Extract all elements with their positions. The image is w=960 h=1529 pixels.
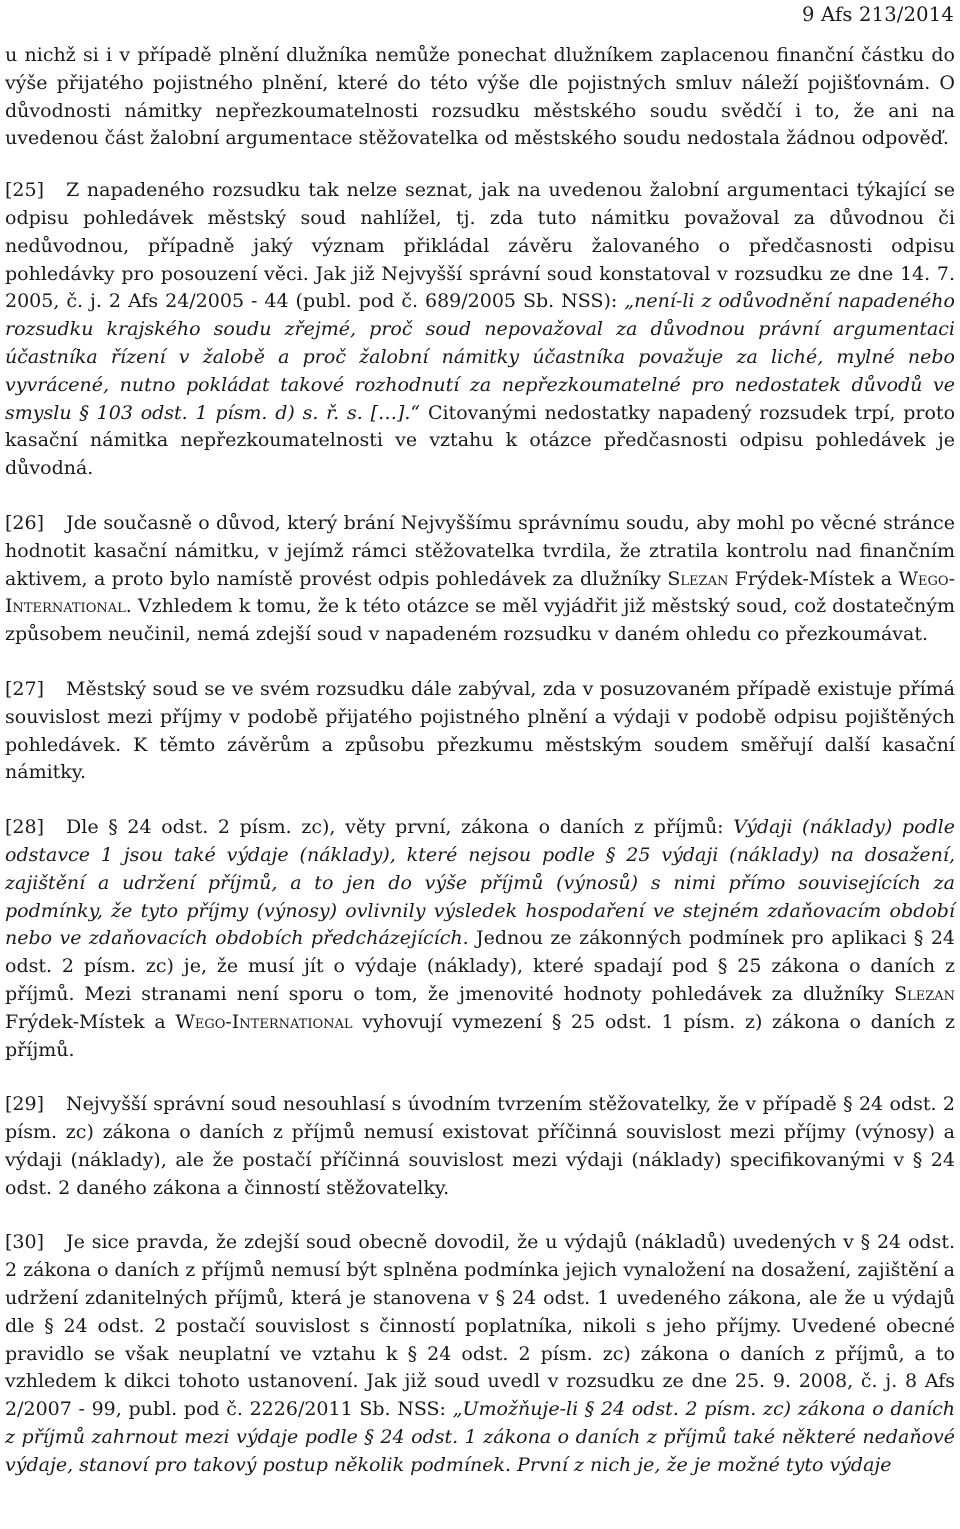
company-name: Wego-International [5,567,955,618]
quoted-text: „Umožňuje-li § 24 odst. 2 písm. zc) zákona o daních z příjmů zahrnout mezi výdaje podle § 24 odst. 1 zákona o daních z příjmů také některé nedaňové výdaje, stanoví pro takový postup několik podmínek. První z nich je, že je možné tyto výdaje [5,1398,955,1476]
paragraph-text: Z napadeného rozsudku tak nelze seznat, jak na uvedenou žalobní argumentaci týkající se odpisu pohledávek městský soud nahlížel, tj. zda tuto námitku považoval za důvodnou či nedůvodnou, případně jaký význam přikládal závěru žalovaného o předčasnosti odpisu pohledávky pro posouzení věci. Jak již Nejvyšší správní soud konstatoval v rozsudku ze dne 14. 7. 2005, č. j. 2 Afs 24/2005 - 44 (publ. pod č. 689/2005 Sb. NSS): [5,179,955,313]
company-name: Slezan [667,567,729,590]
paragraph-text: Frýdek-Místek a [728,567,899,590]
paragraph-number: [30] [5,1231,45,1254]
paragraph-30 [5,1229,955,1479]
document-body [5,42,955,1507]
paragraph-number: [28] [5,816,45,839]
paragraph-text: Jednou ze zákonných podmínek pro aplikaci § 24 odst. 2 písm. zc) je, že musí jít o výdaje (náklady), které spadají pod § 25 zákona o daních z příjmů. Mezi stranami není sporu o tom, že jmenovité hodnoty pohledávek za dlužníky [5,927,955,1005]
company-name: Slezan [894,982,955,1005]
paragraph-number: [26] [5,511,45,534]
paragraph-text: u nichž si i v případě plnění dlužníka nemůže ponechat dlužníkem zaplacenou finanční částku do výše přijatého pojistného plnění, které do této výše dle pojistných smluv náleží pojišťovnám. O důvodnosti námitky nepřezkoumatelnosti rozsudku městského soudu svědčí i to, že ani na uvedenou část žalobní argumentace stěžovatelka od městského soudu nedostala žádnou odpověď. [5,44,955,150]
paragraph-number: [25] [5,179,45,202]
quoted-text: Výdaji (náklady) podle odstavce 1 jsou také výdaje (náklady), které nejsou podle § 25 výdaji (náklady) na dosažení, zajištění a udržení příjmů, a to jen do výše příjmů (výnosů) s nimi přímo souvisejících za podmínky, že tyto příjmy (výnosy) ovlivnily výsledek hospodaření ve stejném zdaňovacím období nebo ve zdaňovacích obdobích předcházejících. [5,816,955,950]
paragraph-29 [5,1091,955,1202]
paragraph-text: Městský soud se ve svém rozsudku dále zabýval, zda v posuzovaném případě existuje přímá souvislost mezi příjmy v podobě přijatého pojistného plnění a výdaji v podobě odpisu pojištěných pohledávek. K těmto závěrům a způsobu přezkumu městským soudem směřují další kasační námitky. [5,677,955,784]
paragraph-text: vyhovují vymezení § 25 odst. 1 písm. z) zákona o daních z příjmů. [5,1010,955,1061]
quoted-text: „není-li z odůvodnění napadeného rozsudku krajského soudu zřejmé, proč soud nepovažoval za důvodnou právní argumentaci účastníka řízení v žalobě a proč žalobní námitky účastníka považuje za liché, mylné nebo vyvrácené, nutno pokládat takové rozhodnutí za nepřezkoumatelné pro nedostatek důvodů ve smyslu § 103 odst. 1 písm. d) s. ř. s. […].“ [5,290,955,424]
company-name: Wego-International [175,1010,353,1033]
paragraph-text: Dle § 24 odst. 2 písm. zc), věty první, zákona o daních z příjmů: [66,816,734,839]
paragraph-continuation [5,42,955,153]
paragraph-text: Citovanými nedostatky napadený rozsudek trpí, proto kasační námitka nepřezkoumatelnosti ve vztahu k otázce předčasnosti odpisu pohledávek je důvodná. [5,401,956,480]
paragraph-text: Frýdek-Místek a [5,1010,176,1033]
paragraph-text: . Vzhledem k tomu, že k této otázce se měl vyjádřit již městský soud, což dostatečným způsobem neučinil, nemá zdejší soud v napadeném rozsudku v daném ohledu co přezkoumávat. [5,595,955,646]
paragraph-text: Nejvyšší správní soud nesouhlasí s úvodním tvrzením stěžovatelky, že v případě § 24 odst. 2 písm. zc) zákona o daních z příjmů nemusí existovat příčinná souvislost mezi příjmy (výnosy) a výdaji (náklady), ale že postačí příčinná souvislost mezi výdaji (náklady) specifikovanými v § 24 odst. 2 daného zákona a činností stěžovatelky. [5,1093,955,1199]
paragraph-text: Jde současně o důvod, který brání Nejvyššímu správnímu soudu, aby mohl po věcné stránce hodnotit kasační námitku, v jejímž rámci stěžovatelka tvrdila, že ztratila kontrolu nad finančním aktivem, a proto bylo namístě provést odpis pohledávek za dlužníky [5,511,955,590]
paragraph-28 [5,814,955,1064]
page-header-reference: 9 Afs 213/2014 [802,3,954,26]
paragraph-27 [5,676,955,787]
paragraph-number: [29] [5,1093,45,1116]
paragraph-26 [5,510,955,649]
paragraph-number: [27] [5,677,45,700]
paragraph-25 [5,177,955,483]
paragraph-text: Je sice pravda, že zdejší soud obecně dovodil, že u výdajů (nákladů) uvedených v § 24 odst. 2 zákona o daních z příjmů nemusí být splněna podmínka jejich vynaložení na dosažení, zajištění a udržení zdanitelných příjmů, která je stanovena v § 24 odst. 1 uvedeného zákona, ale že u výdajů dle § 24 odst. 2 postačí souvislost s činností poplatníka, nikoli s jeho příjmy. Uvedené obecné pravidlo se však neuplatní ve vztahu k § 24 odst. 2 písm. zc) zákona o daních z příjmů, a to vzhledem k dikci tohoto ustanovení. Jak již soud uvedl v rozsudku ze dne 25. 9. 2008, č. j. 8 Afs 2/2007 - 99, publ. pod č. 2226/2011 Sb. NSS: [5,1231,955,1421]
